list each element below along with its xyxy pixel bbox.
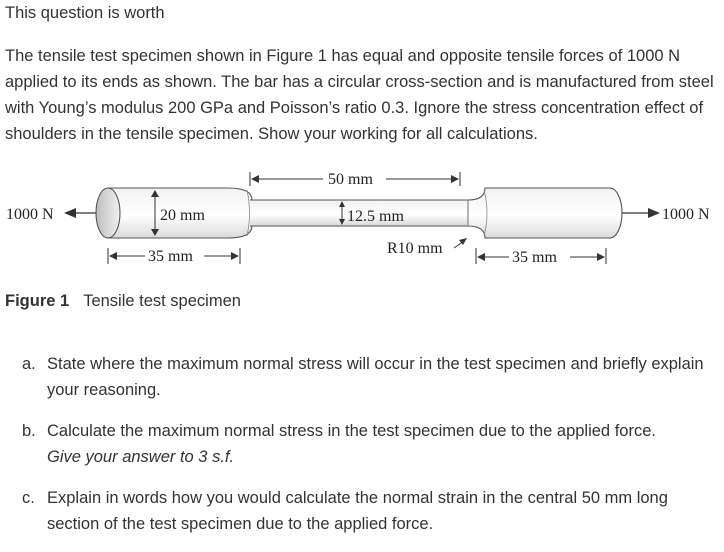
question-text: Calculate the maximum normal stress in the test specimen due to the applied force. <box>47 422 656 440</box>
left-force-arrow <box>64 208 98 218</box>
end-diameter-label: 20 mm <box>160 207 205 224</box>
figure-caption-label: Figure 1 <box>5 292 70 310</box>
left-end-length-label: 35 mm <box>148 248 193 265</box>
figure-caption-text: Tensile test specimen <box>83 292 241 310</box>
question-item-b <box>22 418 722 470</box>
question-item-a <box>22 351 722 403</box>
right-force-label: 1000 N <box>662 206 710 223</box>
left-force-label: 1000 N <box>6 206 54 223</box>
fillet-radius-label: R10 mm <box>387 240 443 257</box>
intro-paragraph: The tensile test specimen shown in Figure 1 has equal and opposite tensile forces of 1000 N applied to its ends as shown. The bar has a circular cross-section and is manufactured from steel with Young’s modulus 200 GPa and Poisson’s ratio 0.3. Ignore the stress concentration effect of shoulders in the tensile specimen. Show your working for all calculations. <box>5 47 714 143</box>
question-item-c <box>22 485 722 537</box>
question-letter: c. <box>22 489 35 507</box>
tensile-specimen-figure <box>0 160 724 280</box>
specimen-drawing <box>0 160 724 280</box>
question-letter: b. <box>22 422 36 440</box>
center-diameter-label: 12.5 mm <box>347 208 404 225</box>
question-letter: a. <box>22 355 36 373</box>
question-note: Give your answer to 3 s.f. <box>47 448 235 466</box>
center-length-label: 50 mm <box>328 171 373 188</box>
fillet-leader-arrow <box>454 238 467 248</box>
question-list <box>22 351 722 552</box>
worth-header: This question is worth <box>5 4 165 22</box>
right-end-length-label: 35 mm <box>512 249 557 266</box>
figure-caption <box>5 291 241 311</box>
question-text: Explain in words how you would calculate the normal strain in the central 50 mm long section of the test specimen due to the applied force. <box>47 489 668 533</box>
question-text: State where the maximum normal stress will occur in the test specimen and briefly explain your reasoning. <box>47 355 704 399</box>
right-force-arrow <box>622 208 660 218</box>
